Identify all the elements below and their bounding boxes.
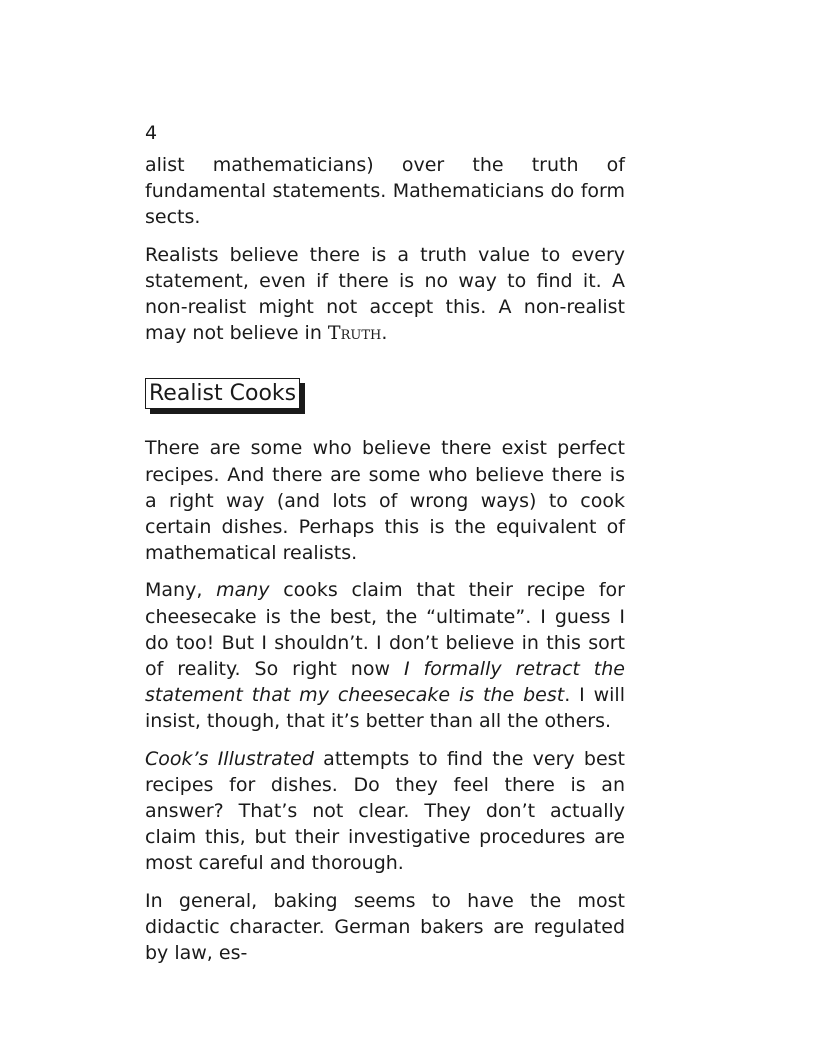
paragraph-realists-end: . xyxy=(381,322,388,345)
section-heading-box xyxy=(145,378,300,409)
page-number: 4 xyxy=(145,122,158,144)
paragraph-cheesecake xyxy=(145,577,625,734)
paragraph-realists-text: Realists believe there is a truth value to every statement, even if there is no way to find it. A non-realist might not accept this. A non-realist may not believe in xyxy=(145,243,625,345)
cheesecake-text-b: cooks claim that their recipe for cheesecake is the best, the “ultimate”. I guess I do too! But I shouldn’t. I don’t believe in this sort of reality. So right now xyxy=(145,579,625,681)
paragraph-sects: alist mathematicians) over the truth of fundamental statements. Mathematicians do form sects. xyxy=(145,154,625,229)
paragraph-perfect-recipes: There are some who believe there exist perfect recipes. And there are some who believe there is a right way (and lots of wrong ways) to cook certain dishes. Perhaps this is the equivalent of mathematical realists. xyxy=(145,437,625,565)
paragraph-realists xyxy=(145,242,625,347)
page-body xyxy=(145,120,625,977)
cheesecake-emphasis-many: many xyxy=(216,579,270,602)
paragraph-cooks-illustrated xyxy=(145,746,625,877)
cheesecake-text-a: Many, xyxy=(145,579,217,602)
section-heading: Realist Cooks xyxy=(145,378,300,409)
truth-smallcaps: Truth xyxy=(327,322,382,345)
paragraph-baking: In general, baking seems to have the most didactic character. German bakers are regulated by law, es- xyxy=(145,889,625,965)
cheesecake-retraction: I formally retract the statement that my cheesecake is the best xyxy=(145,658,625,707)
cooks-illustrated-text: attempts to find the very best recipes for dishes. Do they feel there is an answer? That’s not clear. They don’t actually claim this, but their investigative procedures are most careful and thorough. xyxy=(145,747,625,875)
cheesecake-text-c: . I will insist, though, that it’s better than all the others. xyxy=(145,684,625,733)
cooks-illustrated-title: Cook’s Illustrated xyxy=(145,747,314,770)
